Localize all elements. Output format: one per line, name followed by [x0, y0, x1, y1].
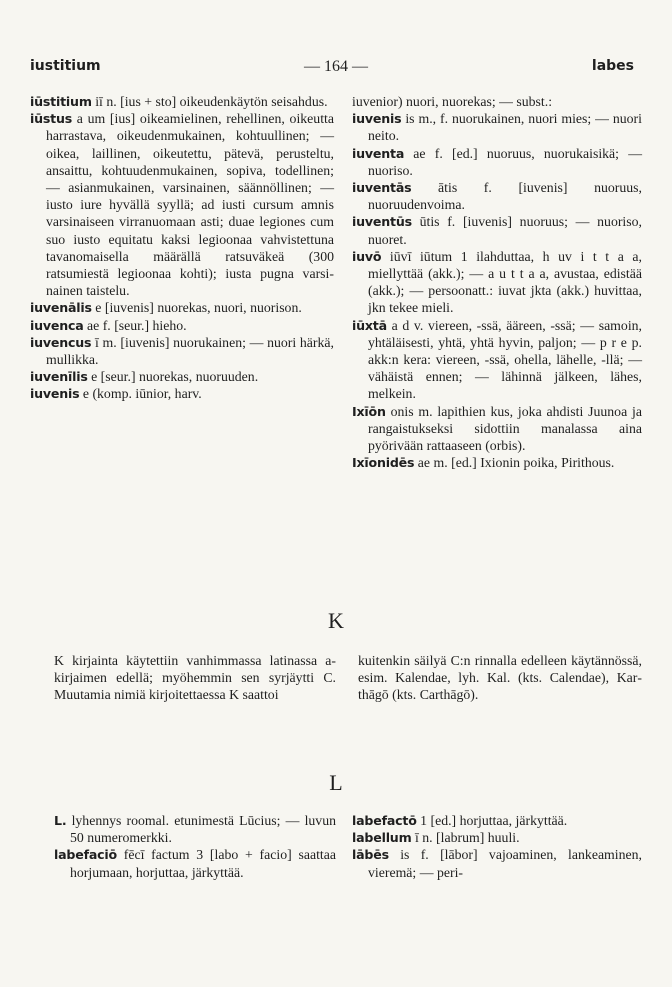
dictionary-entry: [352, 145, 642, 179]
entry-text: a d v. viereen, -ssä, ääreen, -ssä; — samoin, yhtäläisesti, yhtä, yhtä hyvin, paljon; — p r e p. akk:n kera: viereen, -ssä, ohella, lähelle, -llä; — vähäistä ennen; — lähinnä jälkeen, lähes, melkein.: [368, 317, 642, 402]
headword: iūstitium: [30, 94, 92, 109]
dictionary-entry: [352, 812, 642, 829]
dictionary-entry: [352, 179, 642, 213]
headword: iuvencus: [30, 334, 92, 350]
entry-text: e [seur.] nuorekas, nuoruuden.: [87, 369, 259, 385]
headword: iūxtā: [352, 317, 387, 333]
dictionary-entry: [352, 248, 642, 317]
page-number: — 164 —: [304, 58, 368, 75]
entry-text: 1 [ed.] horjuttaa, järkyttää.: [416, 813, 568, 828]
dictionary-entry: [30, 299, 334, 316]
dictionary-entry: [30, 334, 334, 368]
headword: labefactō: [352, 813, 417, 828]
section-k-left-text: [54, 652, 336, 704]
entry-text: ī m. [iuvenis] nuorukainen; — nuori härkä, mullikka.: [46, 334, 334, 368]
dictionary-entry: [352, 454, 642, 471]
headword: Ixīōn: [352, 403, 386, 419]
entry-text: ātis f. [iuvenis] nuoruus, nuoruudenvoima.: [368, 180, 642, 213]
headword: iuvenis: [352, 111, 402, 127]
dictionary-entry: [352, 829, 642, 846]
dictionary-entry: [30, 93, 334, 110]
headword: iuventa: [352, 145, 405, 161]
entry-text: is f. [lābor] vajoaminen, lankeaminen, vieremä; — peri-: [368, 847, 642, 880]
entry-text: iūvī iūtum 1 ilahduttaa, h uv i t t a a, miellyttää (akk.); — a u t t a a, avustaa, edistää (akk.); — persoonatt.: iuvat jkta (akk.) huvittaa, jkn tekee mieli.: [368, 248, 642, 316]
entry-text: ae m. [ed.] Ixionin poika, Pirithous.: [414, 455, 615, 471]
entry-text: e [iuvenis] nuorekas, nuori, nuorison.: [91, 300, 302, 316]
section-l-left-column: [54, 812, 336, 881]
dictionary-entry: [352, 317, 642, 403]
entry-text: ūtis f. [iuvenis] nuoruus; — nuoriso, nuoret.: [368, 214, 642, 247]
entry-continuation: iuvenior) nuori, nuorekas; — subst.:: [352, 94, 553, 109]
headword: L.: [54, 813, 67, 828]
section-k-right-text: [358, 652, 642, 704]
entry-text: onis m. lapithien kus, joka ahdisti Juunoa ja rangaistukseksi sidottiin manalassa aina pyörivään rattaaseen (orbis).: [368, 403, 642, 454]
headword: iuvō: [352, 248, 382, 264]
headword: Ixīonidēs: [352, 455, 415, 471]
entry-text: a um [ius] oikeamielinen, rehellinen, oikeutta harrastava, oikeudenmukainen, kohtuullinen; — oikea, laillinen, oikeutettu, pätevä, perusteltu, ansaittu, kohtuudenmukainen, sopiva, todellinen; — asianmukainen, varsinainen, säännöllinen; — iusto iure hyvällä syyllä; ad iusti cursum amnis varsinaiseen virranuomaan asti; duae legiones cum suo iusto equitatu kaksi legioonaa vahvistettuna tavanomaisella määrällä ratsuväkeä (300 ratsumiestä legioonaa kohti); iusta pugna varsinainen taistelu.: [46, 111, 334, 299]
headword: lābēs: [352, 847, 389, 863]
dictionary-entry: [30, 385, 334, 402]
entry-text: fēcī factum 3 [labo + facio] saattaa horjumaan, horjuttaa, järkyttää.: [70, 847, 336, 880]
section-letter-l: L: [329, 770, 343, 795]
paragraph: kuitenkin säilyä C:n rinnalla edelleen käytännössä, esim. Kalendae, lyh. Kal. (kts. Calendae), Karthāgō (kts. Carthāgō).: [358, 653, 642, 703]
entry-text: e (komp. iūnior, harv.: [79, 386, 202, 402]
headword: iuvenīlis: [30, 369, 88, 385]
paragraph: K kirjainta käytettiin vanhimmassa latinassa a-kirjaimen edellä; myöhemmin sen syrjäytti C. Muutamia nimiä kirjoitettaessa K saattoi: [54, 653, 336, 703]
headword: iuvenca: [30, 317, 84, 333]
headword: iuventās: [352, 180, 412, 196]
dictionary-entry: [54, 846, 336, 880]
entry-text: lyhennys roomal. etunimestä Lūcius; — luvun 50 numeromerkki.: [66, 813, 336, 846]
top-left-column: [30, 93, 334, 403]
entry-text: iī n. [ius + sto] oikeudenkäytön seisahdus.: [91, 94, 328, 109]
entry-text: is m., f. nuorukainen, nuori mies; — nuori neito.: [368, 111, 642, 144]
running-head-right: labes: [591, 58, 634, 74]
entry-text: ī n. [labrum] huuli.: [411, 830, 520, 846]
running-head: [0, 58, 672, 82]
section-l-right-column: [352, 812, 642, 881]
dictionary-entry: [30, 317, 334, 334]
entry-text: ae f. [seur.] hieho.: [83, 317, 187, 333]
dictionary-entry: [352, 846, 642, 880]
headword: labefaciō: [54, 847, 117, 863]
dictionary-entry: [352, 110, 642, 144]
dictionary-entry: [352, 403, 642, 455]
section-letter-k: K: [328, 608, 344, 633]
headword: iūstus: [30, 111, 73, 127]
top-right-column: [352, 93, 642, 471]
headword: iuvenis: [30, 386, 80, 402]
headword: iuventūs: [352, 214, 412, 230]
dictionary-entry: [30, 368, 334, 385]
running-head-left: iustitium: [30, 58, 101, 74]
headword: labellum: [352, 830, 412, 846]
dictionary-entry: [54, 812, 336, 846]
dictionary-entry: [352, 213, 642, 247]
entry-text: ae f. [ed.] nuoruus, nuorukaisikä; — nuoriso.: [368, 145, 642, 178]
dictionary-entry: [30, 110, 334, 299]
headword: iuvenālis: [30, 300, 92, 316]
